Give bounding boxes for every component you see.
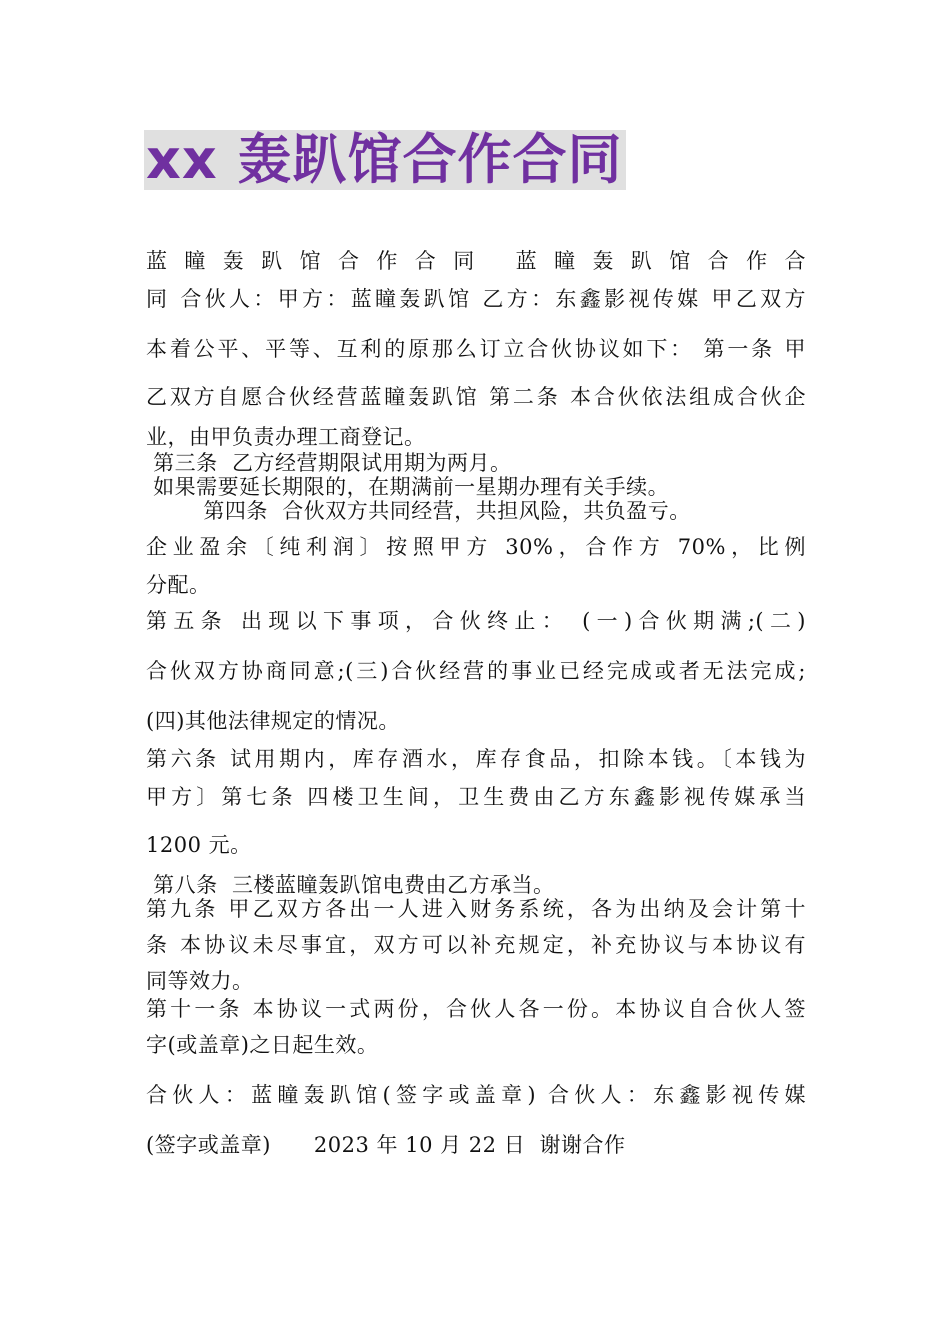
text-line: (签字或盖章) 2023 年 10 月 22 日 谢谢合作 [146,1133,626,1157]
text-line: 合伙双方协商同意;(三)合伙经营的事业已经完成或者无法完成; [146,659,806,683]
text-line: 乙双方自愿合伙经营蓝瞳轰趴馆 第二条 本合伙依法组成合伙企 [146,385,806,409]
text-line: 第三条 乙方经营期限试用期为两月。 [146,451,512,475]
text-line: 甲方〕第七条 四楼卫生间，卫生费由乙方东鑫影视传媒承当 [146,785,806,809]
text-line: 第四条 合伙双方共同经营，共担风险，共负盈亏。 [146,499,691,523]
document-title: xx 轰趴馆合作合同 [144,130,626,190]
text-line: 第十一条 本协议一式两份，合伙人各一份。本协议自合伙人签 [146,997,806,1021]
text-line: 第六条 试用期内，库存酒水，库存食品，扣除本钱。〔本钱为 [146,747,806,771]
text-line: 同等效力。 [146,969,254,993]
text-line: 第九条 甲乙双方各出一人进入财务系统，各为出纳及会计第十 [146,897,806,921]
text-line: 同 合伙人：甲方：蓝瞳轰趴馆 乙方：东鑫影视传媒 甲乙双方 [146,287,806,311]
text-line: 合伙人：蓝瞳轰趴馆(签字或盖章) 合伙人：东鑫影视传媒 [146,1083,806,1107]
text-line: 条 本协议未尽事宜，双方可以补充规定，补充协议与本协议有 [146,933,806,957]
text-line: 企业盈余〔纯利润〕按照甲方 30%，合作方 70%，比例 [146,535,806,559]
text-line: 蓝瞳轰趴馆合作合同 蓝瞳轰趴馆合作合 [146,249,806,273]
text-line: 第八条 三楼蓝瞳轰趴馆电费由乙方承当。 [146,873,555,897]
text-line: (四)其他法律规定的情况。 [146,709,400,733]
text-line: 1200 元。 [146,833,252,857]
text-line: 业，由甲负责办理工商登记。 [146,425,426,449]
text-line: 如果需要延长期限的，在期满前一星期办理有关手续。 [146,475,670,499]
text-line: 字(或盖章)之日起生效。 [146,1033,379,1057]
text-line: 分配。 [146,573,211,597]
text-line: 本着公平、平等、互利的原那么订立合伙协议如下： 第一条 甲 [146,337,806,361]
text-line: 第五条 出现以下事项，合伙终止： (一)合伙期满;(二) [146,609,806,633]
